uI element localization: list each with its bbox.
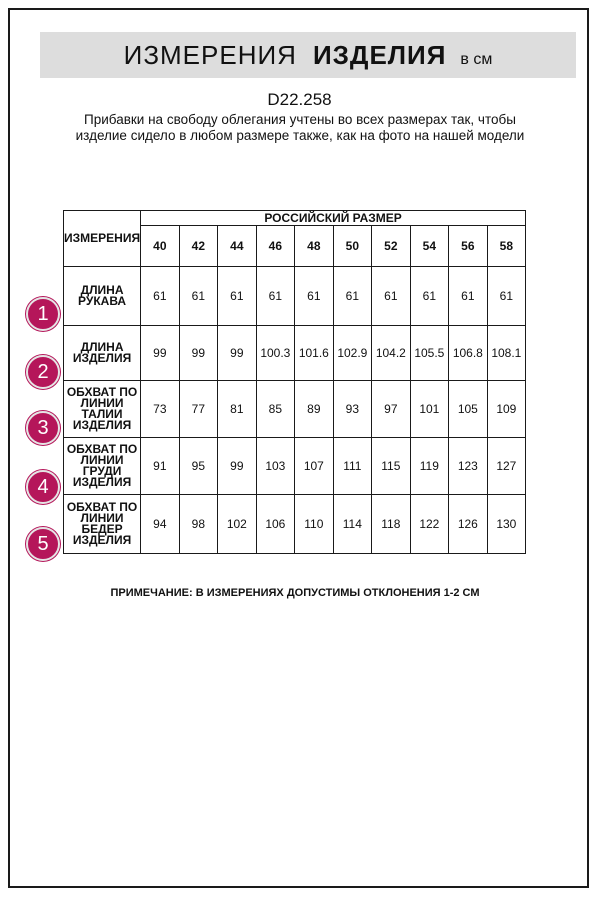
table-cell: 111: [333, 438, 372, 495]
product-code: D22.258: [267, 90, 332, 109]
table-cell: 99: [179, 326, 218, 381]
table-cell: 122: [410, 495, 449, 554]
corner-label: ИЗМЕРЕНИЯ: [64, 211, 141, 267]
table-cell: 130: [487, 495, 526, 554]
size-header: 48: [295, 226, 334, 267]
table-cell: 61: [372, 267, 411, 326]
table-row: [64, 438, 526, 495]
table-cell: 109: [487, 381, 526, 438]
table-cell: 61: [487, 267, 526, 326]
table-cell: 61: [256, 267, 295, 326]
row-label: ДЛИНА ИЗДЕЛИЯ: [64, 326, 141, 381]
size-header: 46: [256, 226, 295, 267]
title-bold: ИЗДЕЛИЯ: [312, 40, 447, 70]
table-cell: 114: [333, 495, 372, 554]
row-label: ДЛИНА РУКАВА: [64, 267, 141, 326]
table-cell: 105.5: [410, 326, 449, 381]
table-cell: 102.9: [333, 326, 372, 381]
title-banner: [40, 32, 576, 78]
size-header: 52: [372, 226, 411, 267]
table-cell: 99: [218, 438, 257, 495]
table-cell: 61: [295, 267, 334, 326]
table-cell: 73: [141, 381, 180, 438]
tolerance-footnote: ПРИМЕЧАНИЕ: В ИЗМЕРЕНИЯХ ДОПУСТИМЫ ОТКЛОНЕНИЯ 1-2 СМ: [110, 587, 480, 599]
row-label: ОБХВАТ ПО ЛИНИИ ГРУДИ ИЗДЕЛИЯ: [64, 438, 141, 495]
table-cell: 103: [256, 438, 295, 495]
row-label: ОБХВАТ ПО ЛИНИИ ТАЛИИ ИЗДЕЛИЯ: [64, 381, 141, 438]
table-cell: 107: [295, 438, 334, 495]
table-row: [64, 326, 526, 381]
table-cell: 77: [179, 381, 218, 438]
table-cell: 126: [449, 495, 488, 554]
group-header: РОССИЙСКИЙ РАЗМЕР: [141, 211, 526, 226]
row-number-badge: 2: [26, 355, 60, 389]
row-number-badge: 5: [26, 527, 60, 561]
title-unit: в см: [460, 51, 493, 68]
table-cell: 61: [449, 267, 488, 326]
size-header: 50: [333, 226, 372, 267]
table-cell: 81: [218, 381, 257, 438]
table-cell: 105: [449, 381, 488, 438]
table-cell: 108.1: [487, 326, 526, 381]
table-cell: 85: [256, 381, 295, 438]
table-cell: 100.3: [256, 326, 295, 381]
title-light: ИЗМЕРЕНИЯ: [123, 40, 297, 70]
table-cell: 99: [218, 326, 257, 381]
size-header: 40: [141, 226, 180, 267]
row-number-badge: 3: [26, 411, 60, 445]
table-cell: 61: [179, 267, 218, 326]
measurements-table: [63, 210, 526, 554]
size-header: 56: [449, 226, 488, 267]
table-cell: 61: [333, 267, 372, 326]
table-cell: 93: [333, 381, 372, 438]
size-header: 42: [179, 226, 218, 267]
table-cell: 95: [179, 438, 218, 495]
table-cell: 104.2: [372, 326, 411, 381]
table-cell: 106.8: [449, 326, 488, 381]
size-header: 44: [218, 226, 257, 267]
table-cell: 101: [410, 381, 449, 438]
table-cell: 98: [179, 495, 218, 554]
table-cell: 61: [410, 267, 449, 326]
table-cell: 118: [372, 495, 411, 554]
table-cell: 106: [256, 495, 295, 554]
table-cell: 102: [218, 495, 257, 554]
size-header: 58: [487, 226, 526, 267]
table-cell: 99: [141, 326, 180, 381]
table-cell: 127: [487, 438, 526, 495]
row-number-badge: 1: [26, 297, 60, 331]
table-cell: 123: [449, 438, 488, 495]
row-number-badge: 4: [26, 470, 60, 504]
table-cell: 115: [372, 438, 411, 495]
table-cell: 61: [141, 267, 180, 326]
table-cell: 89: [295, 381, 334, 438]
table-row: [64, 495, 526, 554]
table-cell: 97: [372, 381, 411, 438]
table-cell: 94: [141, 495, 180, 554]
table-cell: 91: [141, 438, 180, 495]
table-cell: 101.6: [295, 326, 334, 381]
table-row: [64, 381, 526, 438]
table-cell: 61: [218, 267, 257, 326]
table-cell: 119: [410, 438, 449, 495]
row-label: ОБХВАТ ПО ЛИНИИ БЕДЕР ИЗДЕЛИЯ: [64, 495, 141, 554]
page-title: [40, 32, 576, 78]
size-header: 54: [410, 226, 449, 267]
fit-note: Прибавки на свободу облегания учтены во всех размерах так, чтобы изделие сидело в любом размере также, как на фото на нашей модели: [75, 112, 525, 143]
table-cell: 110: [295, 495, 334, 554]
table-row: [64, 267, 526, 326]
